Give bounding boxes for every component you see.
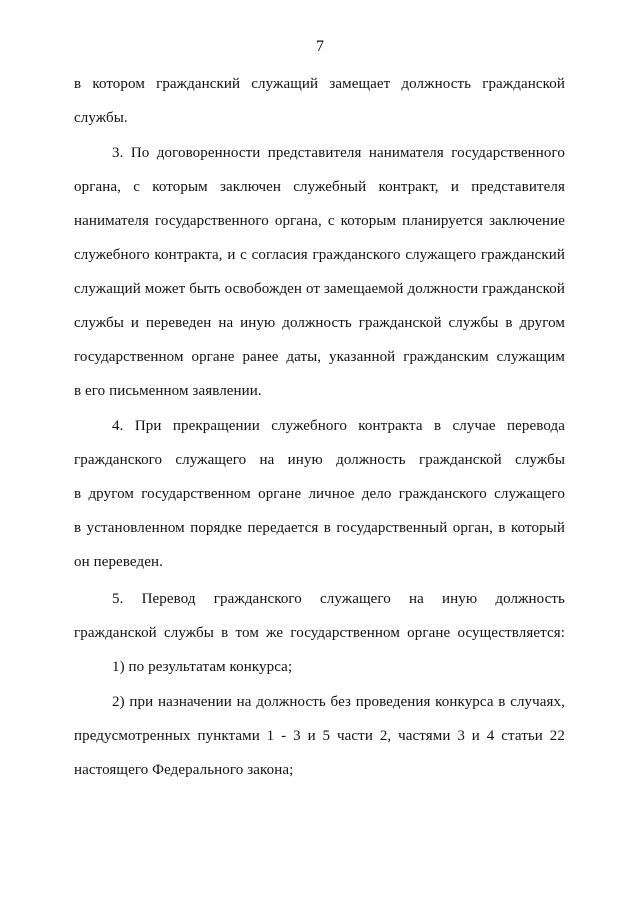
paragraph-4-line: 4. При прекращении служебного контракта в случае перевода (112, 418, 565, 434)
text-line: органа, с которым заключен служебный контракт, и представителя (74, 179, 565, 195)
text-line: нанимателя государственного органа, с которым планируется заключение (74, 213, 565, 229)
text-line: в установленном порядке передается в государственный орган, в который (74, 520, 565, 536)
text-line: в его письменном заявлении. (74, 383, 262, 399)
list-item-1-line: 1) по результатам конкурса; (112, 659, 293, 675)
text-line: служащий может быть освобожден от замещаемой должности гражданской (74, 281, 565, 297)
text-line: гражданской службы в том же государственном органе осуществляется: (74, 625, 565, 641)
text-line: в котором гражданский служащий замещает должность гражданской (74, 76, 565, 92)
text-line: государственном органе ранее даты, указанной гражданским служащим (74, 349, 565, 365)
text-line: службы. (74, 110, 128, 126)
text-line: гражданского служащего на иную должность гражданской службы (74, 452, 565, 468)
text-line: служебного контракта, и с согласия гражданского служащего гражданский (74, 247, 565, 263)
paragraph-3-line: 3. По договоренности представителя нанимателя государственного (112, 145, 565, 161)
text-line: в другом государственном органе личное дело гражданского служащего (74, 486, 565, 502)
list-item-2-line: 2) при назначении на должность без проведения конкурса в случаях, (112, 694, 565, 710)
paragraph-5-line: 5. Перевод гражданского служащего на иную должность (112, 591, 565, 607)
text-line: настоящего Федерального закона; (74, 762, 294, 778)
text-line: службы и переведен на иную должность гражданской службы в другом (74, 315, 565, 331)
text-line: он переведен. (74, 554, 163, 570)
page-number: 7 (316, 38, 324, 55)
text-line: предусмотренных пунктами 1 - 3 и 5 части 2, частями 3 и 4 статьи 22 (74, 728, 565, 744)
